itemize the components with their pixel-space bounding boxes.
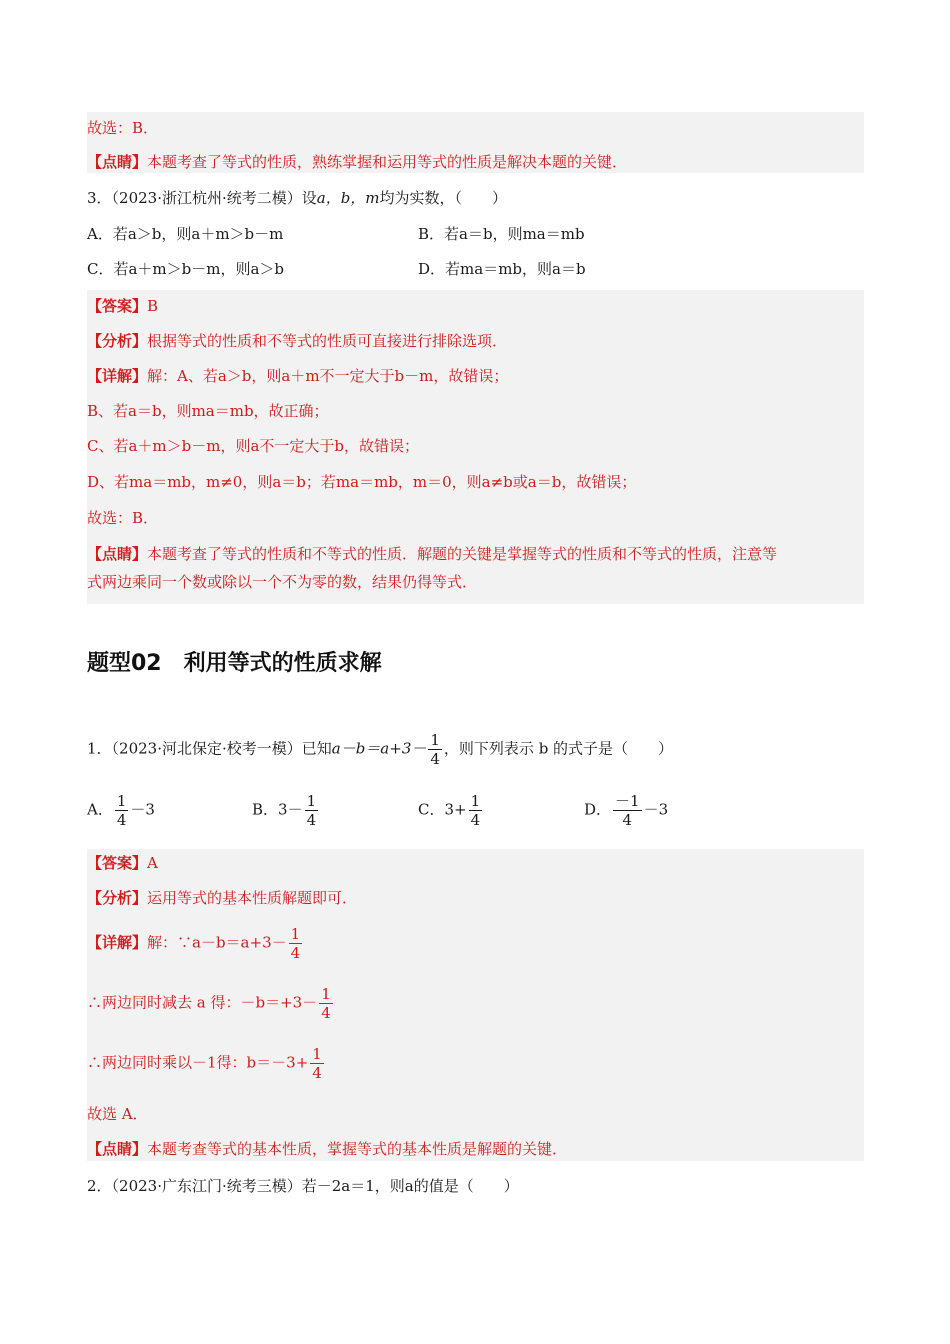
- analysis-line: [87, 888, 357, 908]
- option-d: D． $\frac{-1}{4}$ －3: [584, 792, 669, 829]
- detail-text-2: ∴两边同时减去 a 得：－b＝+3－: [87, 993, 318, 1012]
- detail-line-2: B、若a＝b，则ma＝mb，故正确；: [87, 402, 329, 420]
- remark-tag: 【点睛】: [87, 1140, 148, 1158]
- select-line: 故选 A．: [87, 1105, 148, 1123]
- remark-tag: 【点睛】: [87, 153, 148, 171]
- detail-line-3: [87, 1045, 326, 1082]
- detail-fraction-3: $\frac{1}{4}$: [312, 1045, 322, 1082]
- remark-text-1: 本题考查了等式的性质和不等式的性质．解题的关键是掌握等式的性质和不等式的性质，注意等: [147, 545, 778, 563]
- select-line: 故选：B．: [87, 509, 159, 527]
- option-b: B．3－ $\frac{1}{4}$: [252, 792, 317, 829]
- section-title: 利用等式的性质求解: [183, 651, 382, 676]
- option-c: C．若a＋m＞b－m，则a＞b: [87, 260, 285, 278]
- detail-text-1: 解：∵a－b＝a+3－: [147, 933, 287, 952]
- analysis-tag: 【分析】: [87, 332, 148, 350]
- option-a: A．若a＞b，则a＋m＞b－m: [87, 225, 284, 243]
- detail-fraction-1: $\frac{1}{4}$: [290, 925, 301, 962]
- stem-prefix: 1．（2023·河北保定·校考一模）已知: [87, 739, 332, 758]
- section-heading: [87, 646, 404, 677]
- answer-value: A: [147, 854, 158, 872]
- question-2-stem: 2．（2023·广东江门·统考三模）若－2a＝1，则a的值是（ ）: [87, 1177, 519, 1195]
- answer-value: B: [147, 297, 159, 315]
- solution-block-q3: [87, 290, 864, 604]
- remark-text: 本题考查等式的基本性质，掌握等式的基本性质是解题的关键．: [147, 1140, 568, 1158]
- remark-line-1: [87, 544, 777, 564]
- analysis-text: 根据等式的性质和不等式的性质可直接进行排除选项．: [147, 332, 508, 350]
- detail-fraction-2: $\frac{1}{4}$: [321, 985, 331, 1022]
- stem-vars: a，b，m: [316, 189, 380, 207]
- detail-text-1: 解：A、若a＞b，则a＋m不一定大于b－m，故错误；: [147, 367, 509, 385]
- answer-tag: 【答案】: [87, 297, 148, 315]
- detail-text-3: ∴两边同时乘以－1得：b＝－3+: [87, 1053, 309, 1072]
- stem-expr: a－b＝a+3－: [331, 739, 427, 758]
- detail-tag: 【详解】: [87, 367, 148, 385]
- question-1-stem: [87, 731, 673, 768]
- option-a: A． $\frac{1}{4}$ －3: [87, 792, 155, 829]
- section-number: 题型02: [87, 651, 162, 676]
- detail-line-1: [87, 925, 304, 962]
- detail-tag: 【详解】: [87, 933, 148, 952]
- analysis-tag: 【分析】: [87, 889, 148, 907]
- stem-fraction: $\frac{1}{4}$: [430, 731, 440, 768]
- detail-line-3: C、若a＋m＞b－m，则a不一定大于b，故错误；: [87, 437, 420, 455]
- option-b: B．若a＝b，则ma＝mb: [418, 225, 585, 243]
- option-c: C．3+ $\frac{1}{4}$: [418, 792, 481, 829]
- detail-line-4: D、若ma＝mb，m≠0，则a＝b；若ma＝mb，m＝0，则a≠b或a＝b，故错误；: [87, 473, 637, 491]
- detail-line-2: [87, 985, 335, 1022]
- stem-prefix: 3．（2023·浙江杭州·统考二模）设: [87, 189, 317, 207]
- solution-block-1: [87, 112, 864, 173]
- answer-line: [87, 296, 158, 316]
- remark-line: [87, 152, 627, 172]
- select-line: 故选：B．: [87, 119, 159, 137]
- remark-text: 本题考查了等式的性质，熟练掌握和运用等式的性质是解决本题的关键．: [147, 153, 628, 171]
- option-d: D．若ma＝mb，则a＝b: [418, 260, 586, 278]
- remark-line: [87, 1139, 567, 1159]
- remark-line-2: 式两边乘同一个数或除以一个不为零的数，结果仍得等式．: [87, 573, 478, 591]
- stem-suffix: 均为实数，（ ）: [379, 189, 508, 207]
- remark-tag: 【点睛】: [87, 545, 148, 563]
- analysis-text: 运用等式的基本性质解题即可．: [147, 889, 358, 907]
- stem-suffix: ，则下列表示 b 的式子是（ ）: [443, 739, 674, 758]
- answer-line: [87, 853, 158, 873]
- answer-tag: 【答案】: [87, 854, 148, 872]
- solution-block-q1: [87, 849, 864, 1161]
- question-3-stem: [87, 188, 507, 208]
- analysis-line: [87, 331, 507, 351]
- detail-line-1: [87, 366, 508, 386]
